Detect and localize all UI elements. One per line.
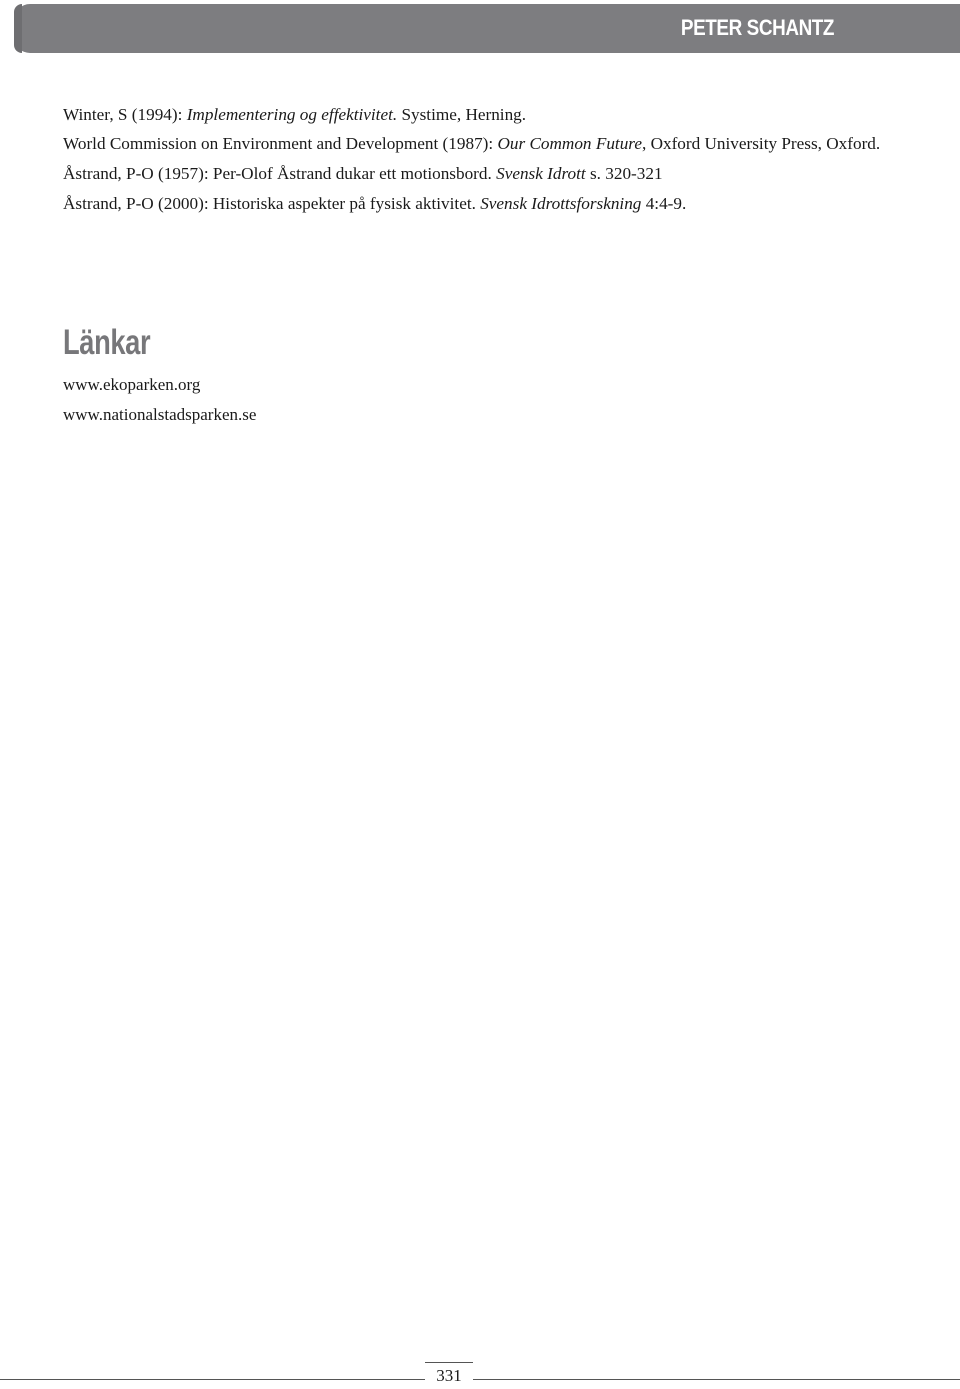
footer-rule [0,1379,960,1380]
reference-text: World Commission on Environment and Development (1987): [63,134,498,153]
link-nationalstadsparken[interactable]: www.nationalstadsparken.se [63,405,257,424]
page-number: 331 [436,1366,462,1385]
reference-item [63,131,883,157]
reference-item [63,102,883,128]
reference-list [63,102,883,220]
reference-title: Svensk Idrott [496,164,586,183]
links-heading: Länkar [63,323,151,362]
reference-text: , Oxford University Press, Oxford. [641,134,881,153]
reference-title: Our Common Future [497,134,642,153]
reference-item [63,191,883,217]
header-bar-edge [14,4,22,53]
reference-title: Svensk Idrottsforskning [480,194,642,213]
reference-text: Winter, S (1994): [63,105,187,124]
running-header-title: PETER SCHANTZ [680,15,834,40]
reference-text: s. 320-321 [585,164,663,183]
reference-text: Systime, Herning. [397,105,527,124]
reference-text: 4:4-9. [641,194,687,213]
reference-text: Åstrand, P-O (1957): Per-Olof Åstrand dukar ett motionsbord. [63,164,497,183]
reference-text: Åstrand, P-O (2000): Historiska aspekter på fysisk aktivitet. [63,194,481,213]
links-list [63,370,256,430]
reference-item [63,161,883,187]
link-ekoparken[interactable]: www.ekoparken.org [63,375,201,394]
reference-title: Implementering og effektivitet. [186,105,398,124]
